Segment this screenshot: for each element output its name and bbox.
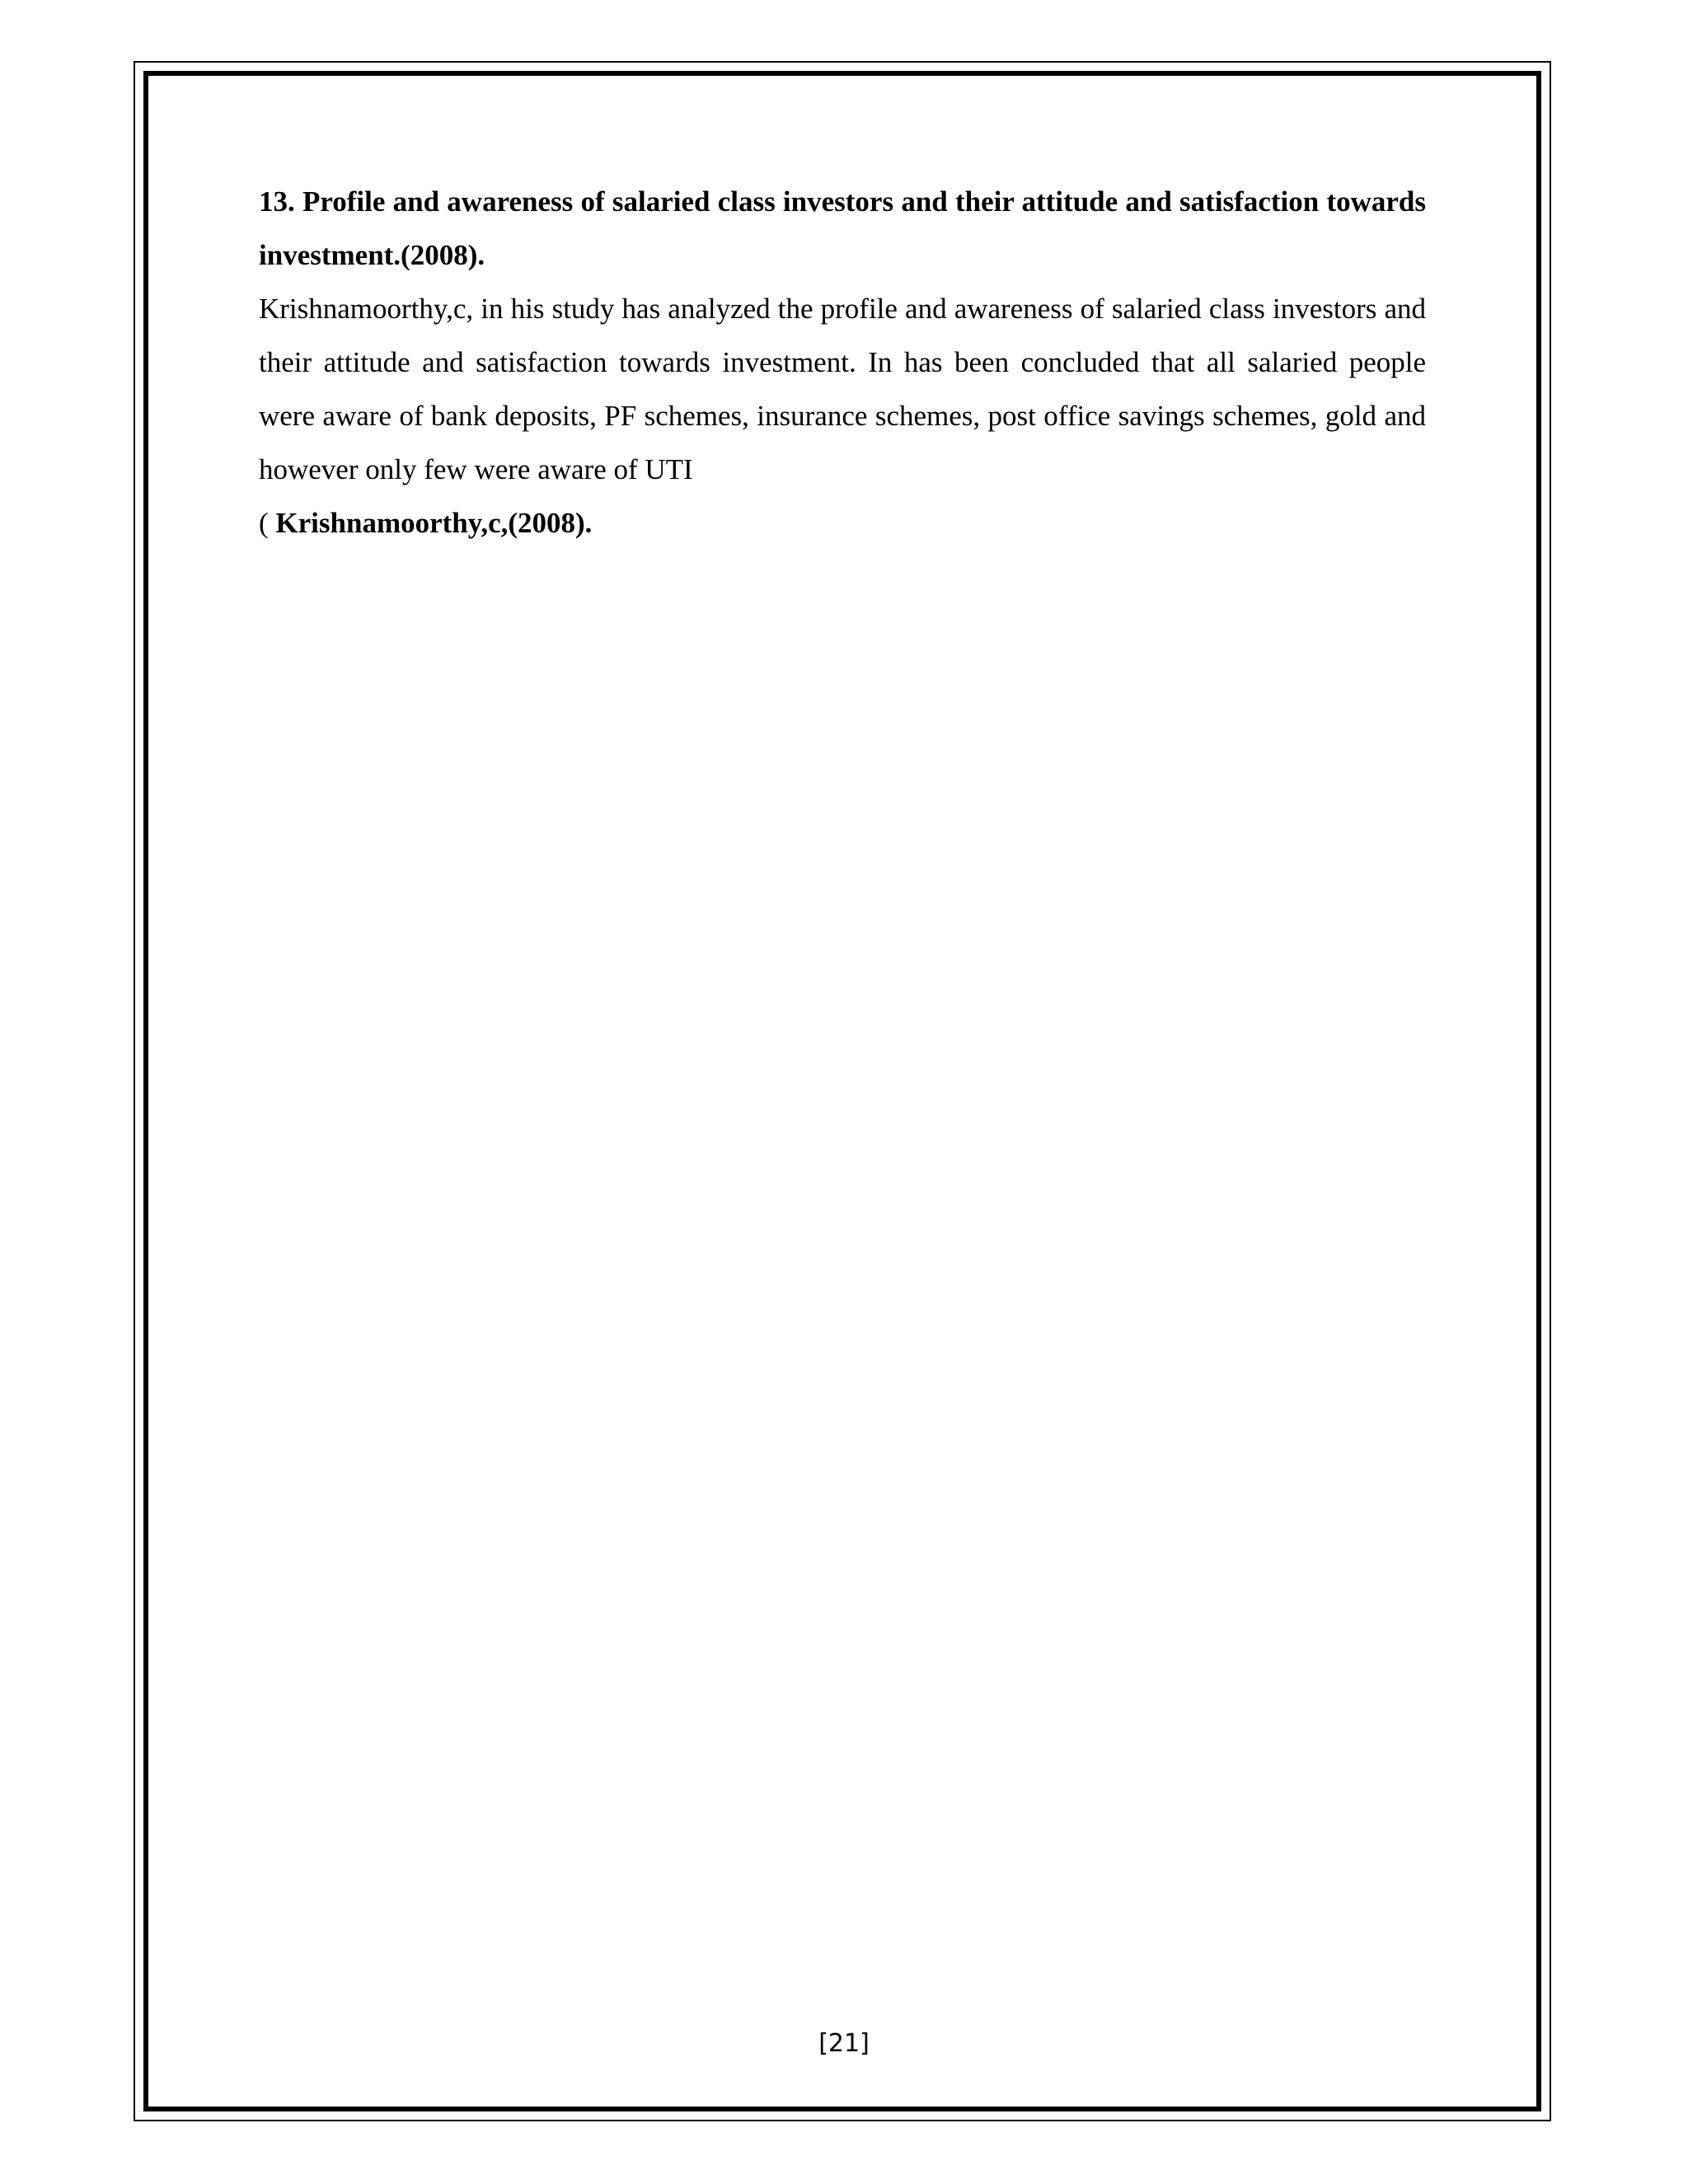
citation-open-paren: ( [259, 507, 269, 539]
section-body: Krishnamoorthy,c, in his study has analyzed the profile and awareness of salaried class investors and their attitude and satisfaction towards investment. In has been concluded that all salaried people were aware of bank deposits, PF schemes, insurance schemes, post office savings schemes, gold and however only few were aware of UTI [259, 293, 1426, 485]
citation-name: Krishnamoorthy,c,(2008). [275, 507, 593, 539]
section-heading: 13. Profile and awareness of salaried class investors and their attitude and satisfaction towards investment.(2008). [259, 185, 1426, 271]
document-content [259, 175, 1426, 550]
citation [259, 496, 1426, 550]
page-number: [21] [818, 2029, 870, 2058]
